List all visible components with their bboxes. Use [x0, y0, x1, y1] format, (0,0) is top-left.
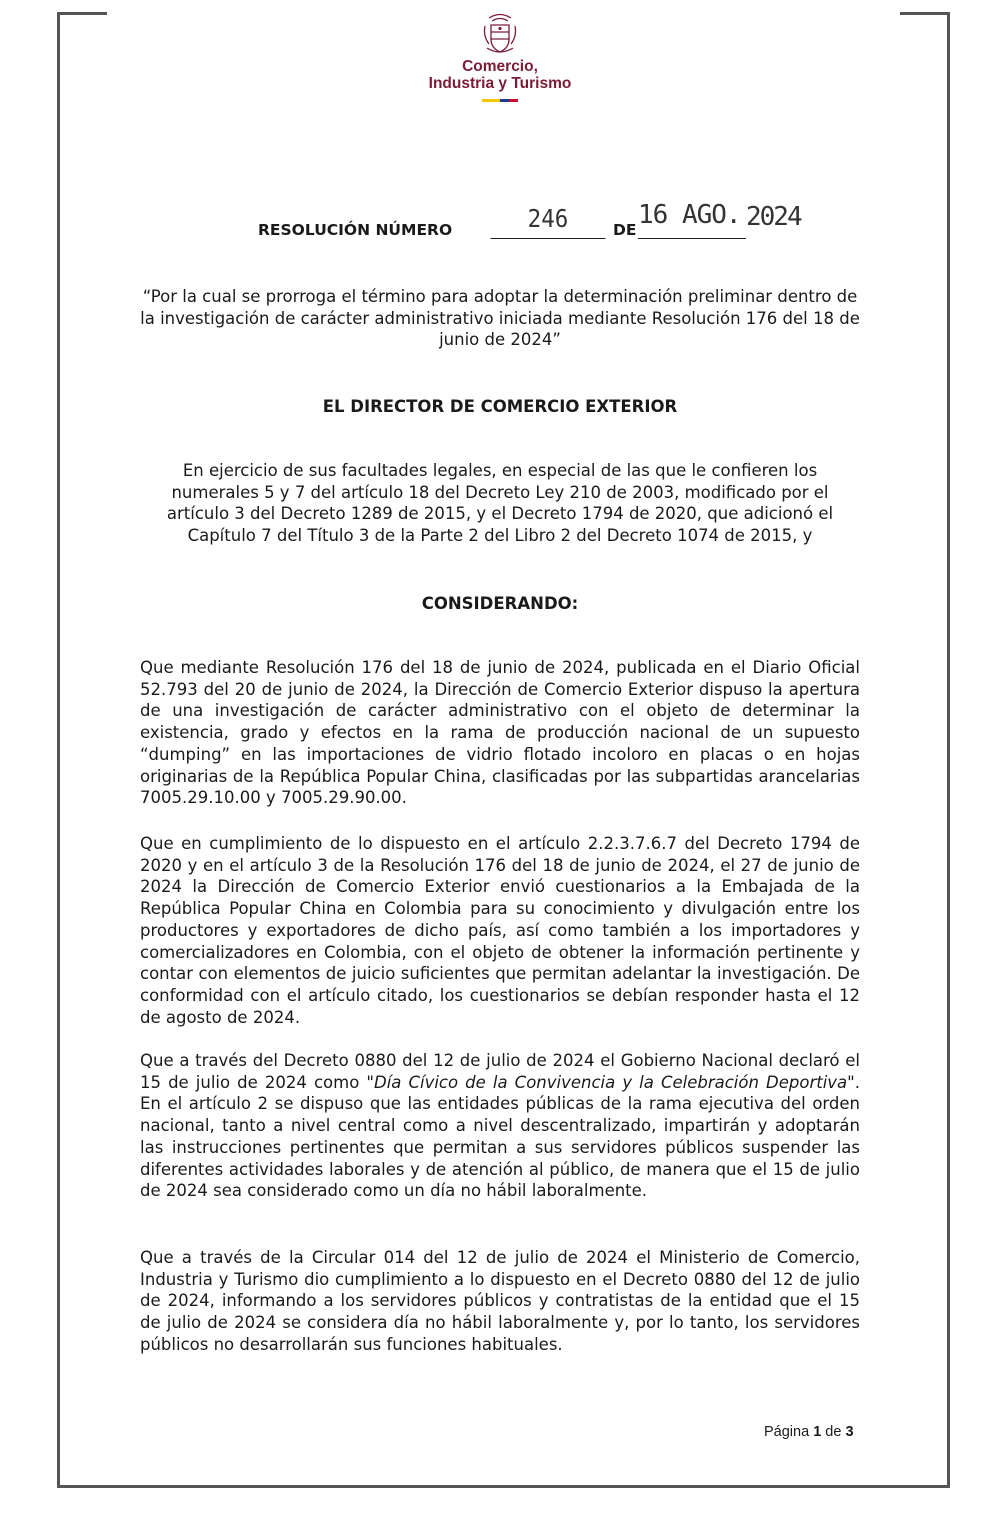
flag-yellow — [482, 99, 500, 102]
frame-border-bottom — [57, 1485, 950, 1488]
resolution-de-label: DE — [613, 221, 637, 239]
ministry-logo — [404, 12, 596, 102]
resolution-subject: “Por la cual se prorroga el término para adoptar la determinación preliminar dentro de la investigación de carácter administrativo iniciada mediante Resolución 176 del 18 de junio de 2024” — [140, 287, 860, 349]
frame-corner-top-left — [57, 12, 107, 15]
coat-of-arms-icon — [481, 12, 519, 56]
resolution-label: RESOLUCIÓN NÚMERO — [258, 221, 453, 239]
considering-paragraph-4: Que a través de la Circular 014 del 12 de julio de 2024 el Ministerio de Comercio, Industria y Turismo dio cumplimiento a lo dispuesto en el Decreto 0880 del 12 de julio de 2024, informando a los servidores públicos y contratistas de la entidad que el 15 de julio de 2024 se considera día no hábil laboralmente y, por lo tanto, los servidores públicos no desarrollarán sus funciones habituales. — [140, 1248, 860, 1354]
paragraph-3-part-b: ". En el artículo 2 se dispuso que las entidades públicas de la rama ejecutiva del orden nacional, tanto a nivel central como a nivel descentralizado, impartirán y adoptarán las instrucciones pertinentes que permitan a sus servidores públicos suspender las diferentes actividades laborales y de atención al público, de manera que el 15 de julio de 2024 sea considerado como un día no hábil laboralmente. — [140, 1072, 860, 1201]
paragraph-3-italic: Día Cívico de la Convivencia y la Celebración Deportiva — [373, 1072, 848, 1092]
flag-red — [509, 99, 518, 102]
resolution-year: 2024 — [746, 202, 801, 232]
authority-heading: EL DIRECTOR DE COMERCIO EXTERIOR — [322, 397, 678, 416]
of-word: de — [825, 1424, 842, 1440]
paragraph-3-part-a: Que a través del Decreto 0880 del 12 de julio de 2024 el Gobierno Nacional declaró el 15 de julio de 2024 como " — [140, 1051, 860, 1092]
frame-corner-top-right — [900, 12, 950, 15]
resolution-header — [0, 200, 1000, 250]
considering-heading: CONSIDERANDO: — [421, 594, 579, 613]
resolution-number: 246 — [490, 204, 605, 239]
page-total: 3 — [845, 1424, 854, 1440]
logo-line-2: Industria y Turismo — [428, 75, 572, 92]
preamble: En ejercicio de sus facultades legales, en especial de las que le confieren los numerales 5 y 7 del artículo 18 del Decreto Ley 210 de 2003, modificado por el artículo 3 del Decreto 1289 de 2015, y el Decreto 1794 de 2020, que adicionó el Capítulo 7 del Título 3 de la Parte 2 del Libro 2 del Decreto 1074 de 2015, y — [166, 461, 834, 545]
page-number — [764, 1424, 854, 1440]
flag-blue — [500, 99, 509, 102]
considering-paragraph-1: Que mediante Resolución 176 del 18 de junio de 2024, publicada en el Diario Oficial 52.793 del 20 de junio de 2024, la Dirección de Comercio Exterior dispuso la apertura de una investigación de carácter administrativo con el objeto de determinar la existencia, grado y efectos en la rama de producción nacional de un supuesto “dumping” en las importaciones de vidrio flotado incoloro en placas o en hojas originarias de la República Popular China, clasificadas por las subpartidas arancelarias 7005.29.10.00 y 7005.29.90.00. — [140, 658, 860, 808]
logo-line-1: Comercio, — [462, 58, 538, 75]
considering-paragraph-2: Que en cumplimiento de lo dispuesto en el artículo 2.2.3.7.6.7 del Decreto 1794 de 2020 y en el artículo 3 de la Resolución 176 del 18 de junio de 2024, el 27 de junio de 2024 la Dirección de Comercio Exterior envió cuestionarios a la Embajada de la República Popular China en Colombia para su conocimiento y divulgación entre los productores y exportadores de dicho país, así como también a los importadores y comercializadores en Colombia, con el objeto de obtener la información pertinente y contar con elementos de juicio suficientes que permitan adelantar la investigación. De conformidad con el artículo citado, los cuestionarios se debían responder hasta el 12 de agosto de 2024. — [140, 834, 860, 1027]
flag-stripe — [482, 99, 518, 102]
page-current: 1 — [813, 1424, 822, 1440]
page-word: Página — [764, 1424, 810, 1440]
resolution-date: 16 AGO. — [638, 200, 746, 239]
considering-paragraph-3 — [140, 1050, 860, 1202]
